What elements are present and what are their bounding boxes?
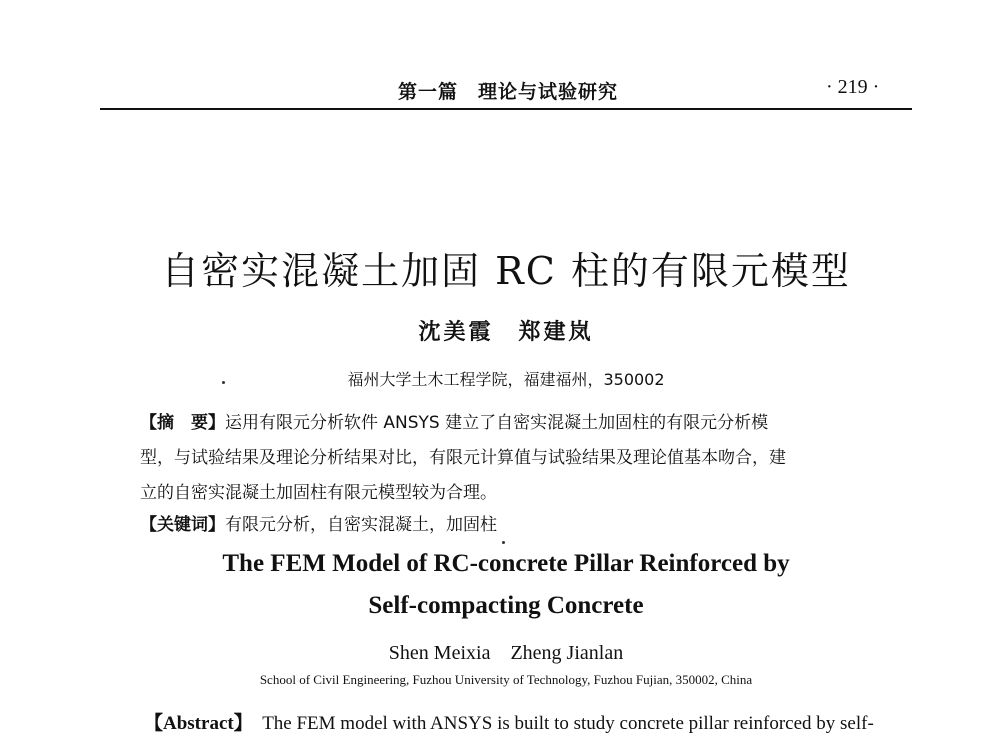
print-speck bbox=[502, 541, 505, 544]
abstract-chinese-line-1 bbox=[140, 412, 920, 434]
authors-english: Shen Meixia Zheng Jianlan bbox=[388, 642, 624, 664]
keywords-chinese-text: 有限元分析，自密实混凝土，加固柱 bbox=[225, 515, 497, 535]
abstract-english-label: 【Abstract】 bbox=[144, 713, 253, 734]
affiliation-chinese: 福州大学土木工程学院，福建福州，350002 bbox=[347, 370, 665, 389]
print-speck bbox=[222, 381, 225, 384]
abstract-chinese-line-2: 型，与试验结果及理论分析结果对比，有限元计算值与试验结果及理论值基本吻合，建 bbox=[140, 448, 786, 468]
article-title-chinese: 自密实混凝土加固 RC 柱的有限元模型 bbox=[161, 249, 851, 293]
header-rule bbox=[100, 108, 912, 110]
abstract-chinese-text-1: 运用有限元分析软件 ANSYS 建立了自密实混凝土加固柱的有限元分析模 bbox=[225, 413, 769, 433]
keywords-chinese bbox=[140, 514, 920, 536]
article-title-english-line-1: The FEM Model of RC-concrete Pillar Reinforced by bbox=[222, 550, 790, 577]
abstract-chinese-line-3: 立的自密实混凝土加固柱有限元模型较为合理。 bbox=[140, 483, 497, 503]
affiliation-english: School of Civil Engineering, Fuzhou University of Technology, Fuzhou Fujian, 350002, China bbox=[259, 672, 753, 687]
page-number: · 219 · bbox=[826, 76, 880, 98]
article-title-english-line-2: Self-compacting Concrete bbox=[368, 592, 644, 619]
abstract-chinese-label: 【摘 要】 bbox=[140, 413, 225, 433]
abstract-english-text: The FEM model with ANSYS is built to study concrete pillar reinforced by self- bbox=[262, 713, 874, 734]
authors-chinese: 沈美霞 郑建岚 bbox=[418, 319, 594, 345]
keywords-chinese-label: 【关键词】 bbox=[140, 515, 225, 535]
running-header-title: 第一篇 理论与试验研究 bbox=[398, 81, 619, 103]
